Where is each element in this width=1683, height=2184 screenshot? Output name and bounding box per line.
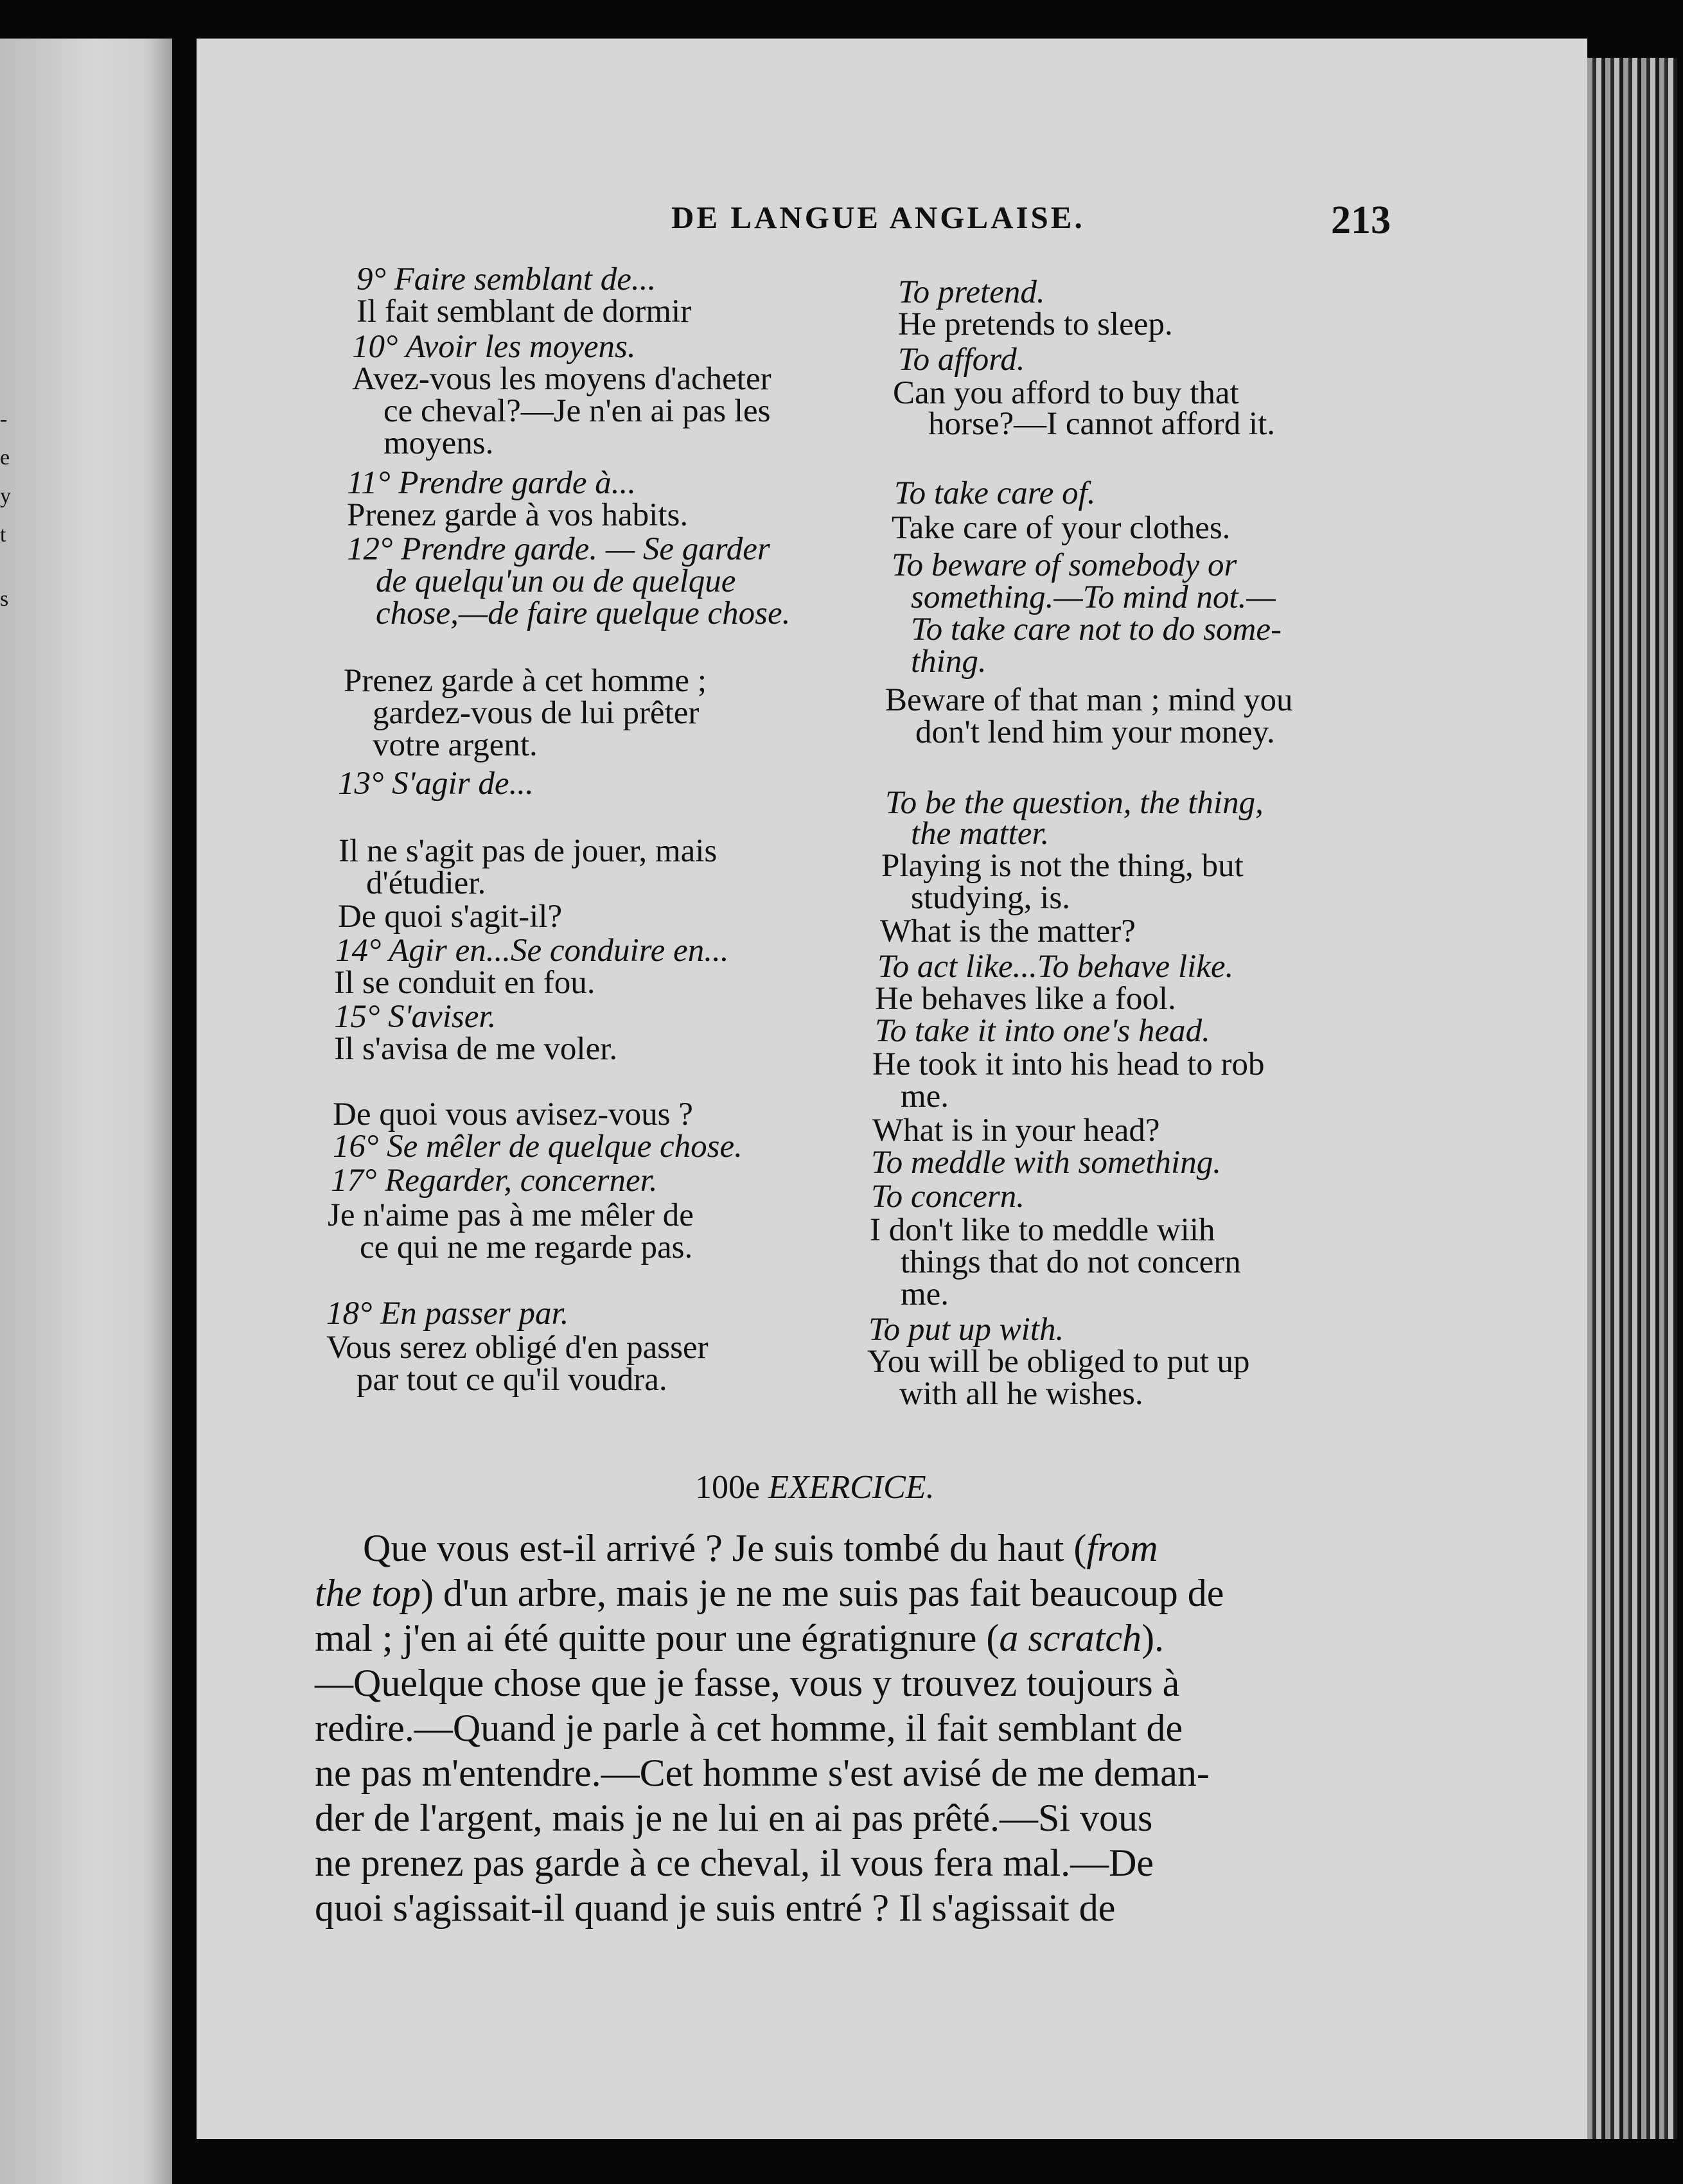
paragraph-text: —Quelque chose que je fasse, vous y trouvez toujours à bbox=[315, 1662, 1180, 1704]
paragraph-text: ne prenez pas garde à ce cheval, il vous fera mal.—De bbox=[315, 1842, 1154, 1884]
french-phrase-heading: 15° S'aviser. bbox=[334, 999, 497, 1035]
page-stack-edges bbox=[1587, 58, 1677, 2139]
paragraph-text: ne pas m'entendre.—Cet homme s'est avisé de me deman- bbox=[315, 1752, 1210, 1794]
exercise-title: EXERCICE. bbox=[768, 1469, 935, 1506]
french-example-line: Il se conduit en fou. bbox=[334, 965, 595, 1001]
exercise-heading bbox=[695, 1468, 935, 1506]
paragraph-line bbox=[315, 1616, 1164, 1660]
english-example-line: horse?—I cannot afford it. bbox=[928, 406, 1276, 442]
french-example-line: De quoi vous avisez-vous ? bbox=[333, 1096, 693, 1132]
english-phrase-heading: To concern. bbox=[871, 1179, 1025, 1215]
french-example-line: Prenez garde à cet homme ; bbox=[344, 663, 707, 699]
english-phrase-heading: To take it into one's head. bbox=[875, 1013, 1210, 1049]
english-example-line: He behaves like a fool. bbox=[875, 981, 1176, 1017]
paragraph-text: Que vous est-il arrivé ? Je suis tombé du haut ( bbox=[363, 1527, 1087, 1569]
english-phrase-heading: To take care not to do some- bbox=[911, 612, 1282, 647]
english-example-line: don't lend him your money. bbox=[915, 714, 1275, 750]
paragraph-text: redire.—Quand je parle à cet homme, il fait semblant de bbox=[315, 1707, 1183, 1749]
french-example-line: De quoi s'agit-il? bbox=[338, 899, 563, 935]
french-example-line: d'étudier. bbox=[366, 865, 486, 901]
paragraph-text: ) d'un arbre, mais je ne me suis pas fait beaucoup de bbox=[420, 1572, 1224, 1614]
english-phrase-heading: the matter. bbox=[911, 816, 1050, 852]
english-example-line: with all he wishes. bbox=[899, 1376, 1143, 1412]
cut-off-character: - bbox=[0, 407, 8, 431]
french-phrase-heading: 9° Faire semblant de... bbox=[357, 261, 656, 297]
french-phrase-heading: 13° S'agir de... bbox=[338, 766, 534, 802]
paragraph-gloss: the top bbox=[315, 1572, 421, 1614]
english-phrase-heading: To take care of. bbox=[894, 475, 1096, 511]
english-example-line: What is the matter? bbox=[880, 913, 1136, 949]
page-number: 213 bbox=[1331, 198, 1391, 242]
english-example-line: Can you afford to buy that bbox=[893, 375, 1239, 411]
french-example-line: Il ne s'agit pas de jouer, mais bbox=[339, 833, 718, 869]
french-phrase-heading: chose,—de faire quelque chose. bbox=[376, 595, 791, 631]
paragraph-line bbox=[363, 1526, 1158, 1571]
paragraph-line bbox=[315, 1660, 1179, 1705]
english-phrase-heading: something.—To mind not.— bbox=[911, 579, 1276, 615]
french-phrase-heading: 14° Agir en...Se conduire en... bbox=[335, 933, 729, 969]
english-example-line: He pretends to sleep. bbox=[898, 306, 1173, 342]
english-example-line: What is in your head? bbox=[872, 1113, 1160, 1149]
english-example-line: things that do not concern bbox=[901, 1244, 1241, 1280]
french-phrase-heading: 12° Prendre garde. — Se garder bbox=[347, 531, 770, 567]
english-phrase-heading: To act like...To behave like. bbox=[877, 949, 1234, 985]
paragraph-line bbox=[315, 1840, 1154, 1885]
french-example-line: votre argent. bbox=[373, 727, 538, 763]
french-example-line: Il s'avisa de me voler. bbox=[334, 1031, 618, 1067]
english-example-line: You will be obliged to put up bbox=[867, 1344, 1250, 1380]
english-example-line: me. bbox=[901, 1079, 949, 1114]
running-head: DE LANGUE ANGLAISE. bbox=[671, 200, 1085, 235]
english-phrase-heading: To meddle with something. bbox=[871, 1145, 1221, 1181]
english-phrase-heading: To put up with. bbox=[868, 1312, 1064, 1348]
paragraph-gloss: from bbox=[1086, 1527, 1158, 1569]
paragraph-line bbox=[315, 1571, 1224, 1616]
french-example-line: Prenez garde à vos habits. bbox=[347, 497, 689, 533]
french-example-line: Il fait semblant de dormir bbox=[357, 294, 692, 330]
french-example-line: Avez-vous les moyens d'acheter bbox=[352, 361, 771, 397]
exercise-number: 100e bbox=[695, 1469, 761, 1506]
paragraph-text: quoi s'agissait-il quand je suis entré ? Il s'agissait de bbox=[315, 1887, 1116, 1929]
cut-off-character: y bbox=[0, 484, 11, 508]
paragraph-text: der de l'argent, mais je ne lui en ai pas prêté.—Si vous bbox=[315, 1797, 1153, 1839]
english-phrase-heading: To afford. bbox=[898, 342, 1025, 378]
french-example-line: ce cheval?—Je n'en ai pas les bbox=[383, 393, 771, 429]
english-phrase-heading: thing. bbox=[911, 644, 987, 680]
facing-page-edge bbox=[0, 39, 172, 2184]
english-example-line: He took it into his head to rob bbox=[872, 1046, 1265, 1082]
english-example-line: me. bbox=[901, 1276, 949, 1312]
french-phrase-heading: 18° En passer par. bbox=[326, 1296, 569, 1332]
english-phrase-heading: To beware of somebody or bbox=[892, 547, 1237, 583]
french-example-line: par tout ce qu'il voudra. bbox=[357, 1362, 667, 1398]
french-phrase-heading: 11° Prendre garde à... bbox=[347, 465, 637, 501]
paragraph-gloss: a scratch bbox=[999, 1617, 1142, 1659]
english-phrase-heading: To be the question, the thing, bbox=[885, 785, 1264, 821]
english-example-line: I don't like to meddle wiih bbox=[870, 1212, 1215, 1248]
french-example-line: gardez-vous de lui prêter bbox=[373, 695, 700, 731]
paragraph-line bbox=[315, 1750, 1210, 1795]
paragraph-line bbox=[315, 1705, 1183, 1750]
cut-off-character: t bbox=[0, 523, 6, 547]
cut-off-character: s bbox=[0, 587, 9, 611]
french-phrase-heading: 10° Avoir les moyens. bbox=[352, 329, 636, 365]
paragraph-text: mal ; j'en ai été quitte pour une égratignure ( bbox=[315, 1617, 1000, 1659]
english-example-line: studying, is. bbox=[911, 880, 1070, 916]
english-phrase-heading: To pretend. bbox=[898, 274, 1045, 310]
paragraph-text: ). bbox=[1141, 1617, 1165, 1659]
paragraph-line bbox=[315, 1885, 1115, 1930]
french-phrase-heading: de quelqu'un ou de quelque bbox=[376, 563, 736, 599]
french-example-line: ce qui ne me regarde pas. bbox=[360, 1229, 693, 1265]
french-example-line: Vous serez obligé d'en passer bbox=[326, 1330, 709, 1366]
english-example-line: Beware of that man ; mind you bbox=[885, 682, 1293, 718]
cut-off-character: e bbox=[0, 446, 10, 470]
french-example-line: Je n'aime pas à me mêler de bbox=[328, 1197, 694, 1233]
english-example-line: Playing is not the thing, but bbox=[881, 848, 1244, 884]
english-example-line: Take care of your clothes. bbox=[892, 510, 1231, 546]
french-example-line: moyens. bbox=[383, 425, 494, 461]
french-phrase-heading: 16° Se mêler de quelque chose. bbox=[333, 1129, 743, 1165]
french-phrase-heading: 17° Regarder, concerner. bbox=[331, 1163, 658, 1199]
paragraph-line bbox=[315, 1795, 1152, 1840]
